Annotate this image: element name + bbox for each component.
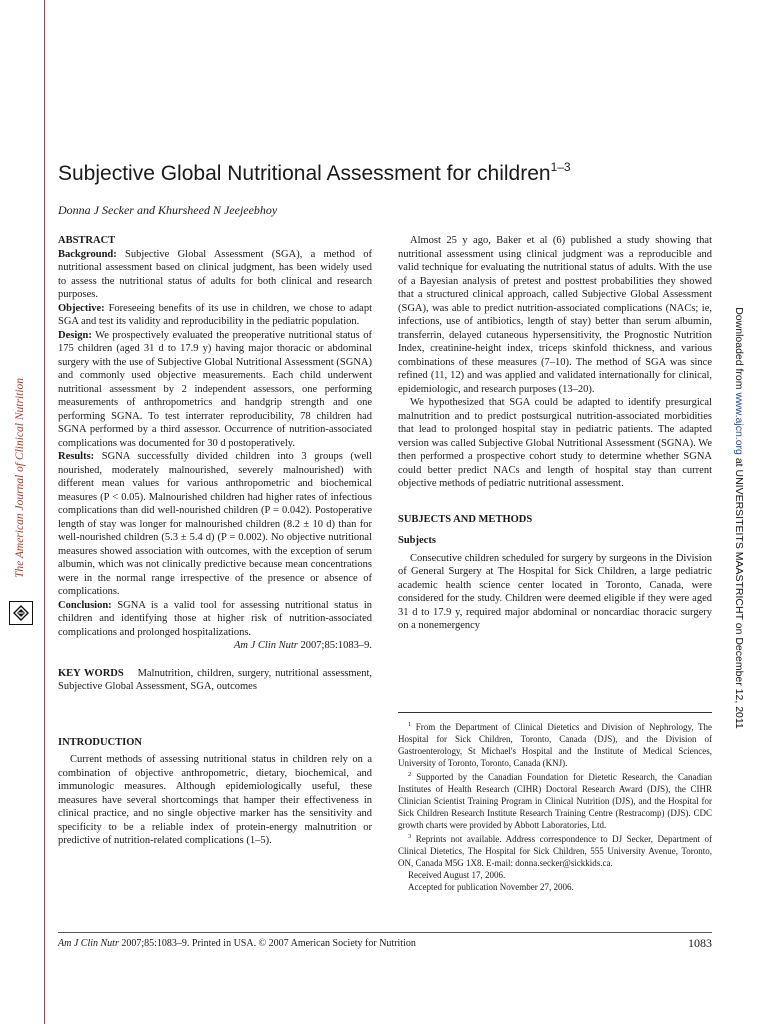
page-number: 1083 <box>688 936 712 950</box>
journal-logo-icon <box>9 601 33 625</box>
abstract-heading: ABSTRACT <box>58 235 116 246</box>
download-notice: Downloaded from www.ajcn.org at UNIVERSITEITS MAASTRICHT on December 12, 2011 <box>733 306 745 729</box>
introduction-heading: INTRODUCTION <box>58 736 143 748</box>
keywords: KEY WORDS Malnutrition, children, surgery, nutritional assessment, Subjective Global Assessment, SGA, outcomes <box>58 667 372 692</box>
subjects-subheading: Subjects <box>398 535 436 546</box>
footnote-2: $^2$ Supported by the Canadian Foundation for Dietetic Research, the Canadian Institutes of Health Research (CIHR) Doctoral Research Award (DJS), the CIHR Clinician Scientist Training Program in Clinical Nutrition (DJS), and the Hospital for Sick Children Research Institute Research Training Centre (Restracomp) (DJS). CDC growth charts were provided by Abbott Laboratories, Ltd. <box>398 771 712 830</box>
abstract-conclusion: Conclusion: SGNA is a valid tool for assessing nutritional status in children and identifying those at higher risk of nutrition-associated complications and prolonged hospitalizations. <box>58 599 373 638</box>
abstract-design: Design: We prospectively evaluated the preoperative nutritional status of 175 children (aged 31 d to 17.9 y) having major thoracic or abdominal surgery with the use of Subjective Global Nutritional Assessment (SGNA) and commonly used objective measurements. Each child underwent nutritional assessment by 2 independent assessors, one performing measurements of anthropometrics and handgrip strength and one performing SGNA. To test interrater reproducibility, 78 children had SGNA performed by a third assessor. Occurrence of nutrition-associated complications was documented for 30 d postoperatively. <box>58 329 372 449</box>
footer-rule <box>58 932 712 933</box>
right-column <box>398 234 712 633</box>
footnote-3: $^3$ Reprints not available. Address correspondence to DJ Secker, Department of Clinical Dietetics, The Hospital for Sick Children, 555 University Avenue, Toronto, ON, Canada M5G 1X8. E-mail: donna.secker@sickkids.ca. <box>398 833 713 868</box>
accepted-date: Accepted for publication November 27, 2006. <box>408 882 574 892</box>
download-link[interactable]: www.ajcn.org <box>733 391 745 455</box>
title-footnote-mark: 1–3 <box>550 160 571 174</box>
abstract-objective: Objective: Foreseeing benefits of its use in children, we chose to adapt SGA and test its validity and reproducibility in the pediatric population. <box>58 302 372 327</box>
methods-heading: SUBJECTS AND METHODS <box>398 513 533 525</box>
journal-side-title: The American Journal of Clinical Nutrition <box>14 377 27 578</box>
subjects-paragraph: Consecutive children scheduled for surgery by surgeons in the Division of General Surgery at The Hospital for Sick Children, a large pediatric academic health science center located in Toronto, Canada, were considered for the study. Children were deemed eligible if they were aged 31 d to 17.9 y, required major abdominal or noncardiac thoracic surgery on a nonemergency <box>398 552 712 631</box>
body-paragraph-1: Almost 25 y ago, Baker et al (6) published a study showing that nutritional assessment using clinical judgment was a reproducible and valid technique for evaluating the nutritional status of adults. With the use of a Bayesian analysis of pretest and posttest probabilities they showed that a structured clinical approach, called Subjective Global Assessment (SGA), was able to predict nutrition-associated complications (NACs; ie, infections, use of antibiotics, length of stay) better than serum albumin, transferrin, delayed cutaneous hypersensitivity, the Prognostic Nutrition Index, creatinine-height index, triceps skinfold thickness, and various combinations of these measures (7–10). The method of SGA was since refined (11, 12) and was applied and validated internationally for clinical, epidemiologic, and research purposes (13–20). <box>398 235 712 395</box>
authors: Donna J Secker and Khursheed N Jeejeebhoy <box>58 203 278 217</box>
left-column <box>58 234 372 848</box>
abstract-citation: Am J Clin Nutr 2007;85:1083–9. <box>234 640 372 651</box>
introduction-paragraph: Current methods of assessing nutritional status in children rely on a combination of objective anthropometric, dietary, biochemical, and immunologic measures. Although epidemiologically useful, these measures have several shortcomings that hamper their effectiveness in clinical practice, and no single objective marker has the sensitivity and specificity to be a reliable index of protein-energy malnutrition or predictive of nutrition-related complications (1–5). <box>58 754 372 846</box>
margin-rule <box>44 0 45 1024</box>
received-date: Received August 17, 2006. <box>408 870 506 880</box>
footnotes <box>398 712 712 893</box>
article-title: Subjective Global Nutritional Assessment for children$^{1-3}$ <box>58 160 571 185</box>
footnote-1: $^1$ From the Department of Clinical Dietetics and Division of Nephrology, The Hospital for Sick Children, Toronto, Canada (DJS), and the Division of Gastroenterology, St Michael's Hospital and the Institute of Medical Sciences, University of Toronto, Toronto, Canada (KNJ). <box>398 721 712 768</box>
footer-citation: Am J Clin Nutr 2007;85:1083–9. Printed in USA. © 2007 American Society for Nutrition <box>58 938 416 949</box>
body-paragraph-2: We hypothesized that SGA could be adapted to identify presurgical malnutrition and to predict postsurgical nutrition-associated morbidities that lead to prolonged hospital stay in pediatric patients. The adapted version was called Subjective Global Nutritional Assessment (SGNA). We then performed a prospective cohort study to determine whether SGNA could better predict NACs and length of hospital stay than current objective methods of pediatric nutritional assessment. <box>398 397 712 489</box>
abstract-background: Background: Subjective Global Assessment (SGA), a method of nutritional assessment based on clinical judgment, has been widely used to assess the nutritional status of adults for both clinical and research purposes. <box>58 248 372 300</box>
abstract-results: Results: SGNA successfully divided children into 3 groups (well nourished, moderately malnourished, severely malnourished) with different mean values for various anthropometric and biochemical measures (P < 0.05). Malnourished children had higher rates of infectious complications than did well-nourished children (P = 0.042). Postoperative length of stay was longer for malnourished children (8.2 ± 10 d) than for well-nourished children (5.3 ± 5.4 d) (P = 0.002). No objective nutritional measures showed association with outcomes, with the exception of serum albumin, which was not clinically predictive because mean concentrations were in the normal range irrespective of the presence or absence of complications. <box>58 451 373 597</box>
